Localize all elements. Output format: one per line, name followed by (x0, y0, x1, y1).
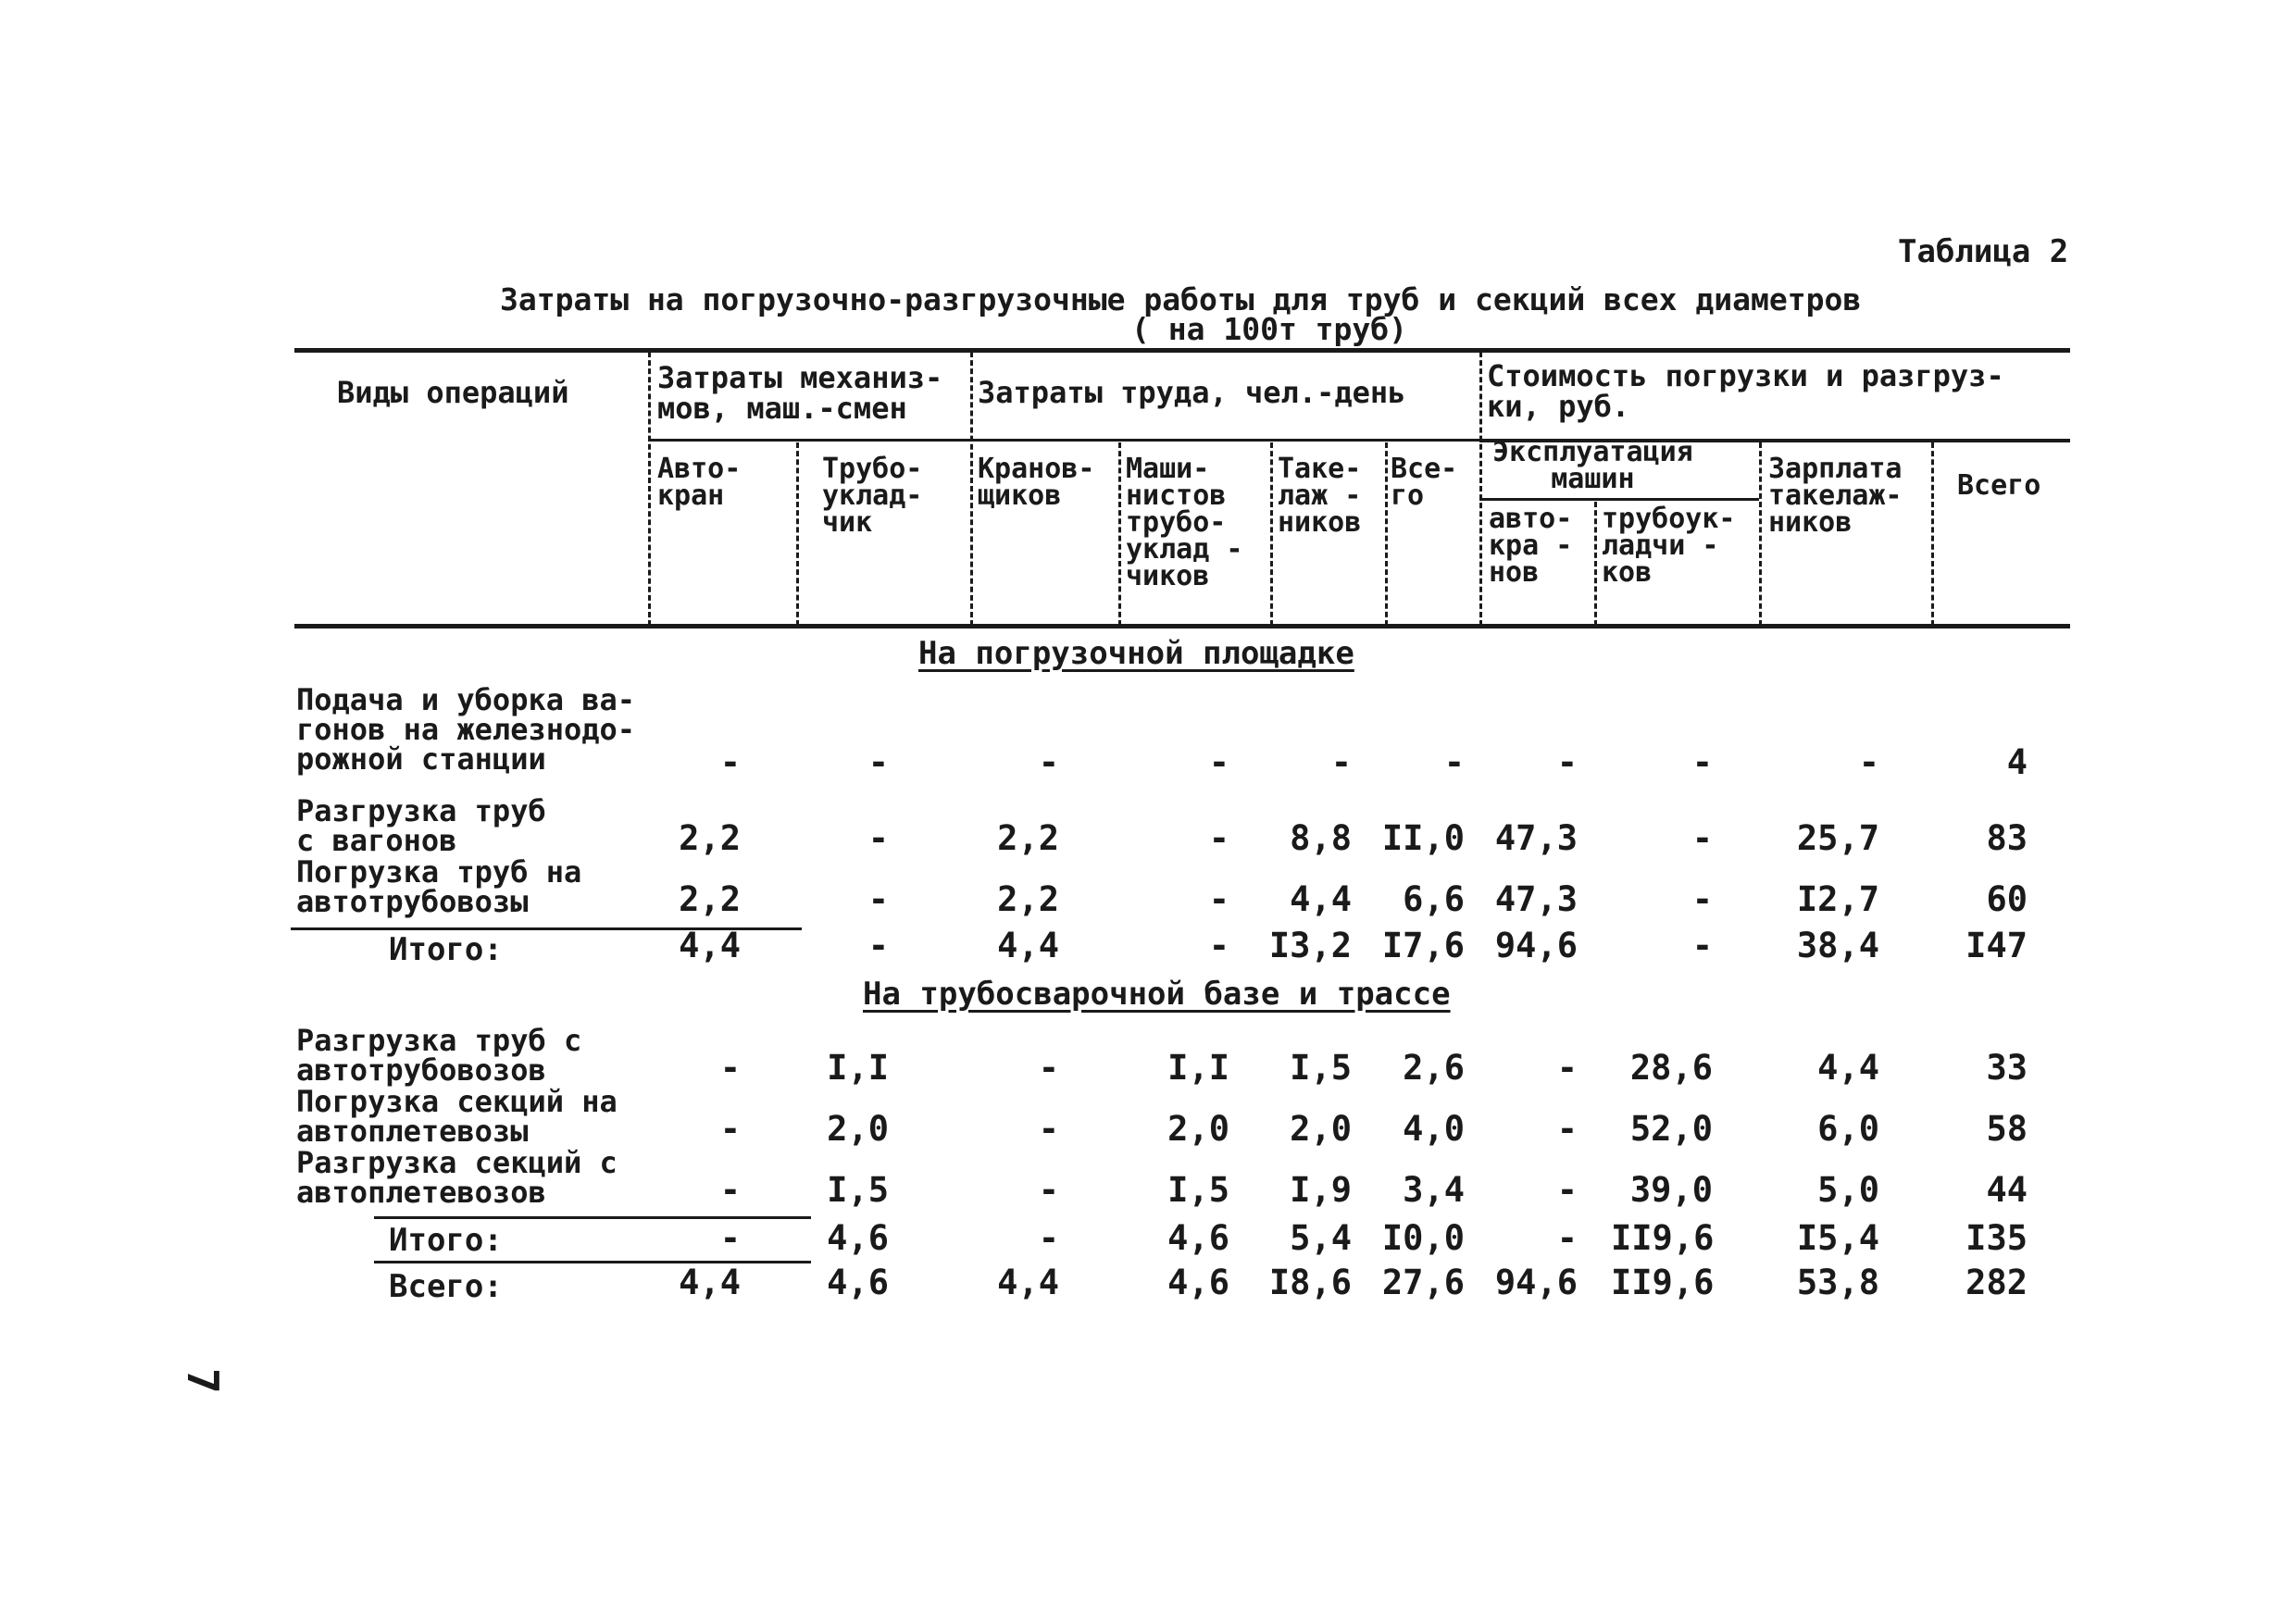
cell-riggers: 4,4 (1290, 879, 1352, 919)
cell-cost-total: 58 (1986, 1109, 2028, 1149)
cell-crane-operators: 4,4 (997, 1263, 1059, 1302)
subtotal-label: Итого: (389, 1222, 503, 1259)
cell-autocrane: 2,2 (679, 818, 741, 858)
grand-total-rule (374, 1261, 811, 1263)
cell-exploitation-autocranes: - (1556, 742, 1578, 782)
cell-machinists: 2,0 (1167, 1109, 1229, 1149)
cell-exploitation-autocranes: 94,6 (1494, 926, 1578, 965)
cell-pipelayer: I,5 (827, 1170, 889, 1210)
cell-riggers: - (1330, 742, 1352, 782)
cell-exploitation-pipelayers: - (1691, 742, 1713, 782)
cell-exploitation-autocranes: 47,3 (1494, 879, 1578, 919)
cell-pipelayer: - (867, 926, 889, 965)
col-sep-2 (796, 442, 799, 626)
cell-labor-total: 2,6 (1403, 1048, 1465, 1088)
cell-labor-total: I7,6 (1381, 926, 1465, 965)
row-label: Разгрузка труб с вагонов (296, 793, 546, 858)
cell-cost-total: 83 (1986, 818, 2028, 858)
col-sep-6 (1385, 442, 1388, 626)
cell-riggers: I8,6 (1268, 1263, 1352, 1302)
col-sep-8 (1594, 502, 1597, 626)
cell-rigger-salary: - (1858, 742, 1879, 782)
cell-exploitation-autocranes: - (1556, 1170, 1578, 1210)
cell-riggers: I,5 (1290, 1048, 1352, 1088)
cell-riggers: I,9 (1290, 1170, 1352, 1210)
table-number: Таблица 2 (1898, 233, 2069, 270)
col-sep-10 (1931, 442, 1934, 626)
cell-rigger-salary: 53,8 (1796, 1263, 1879, 1302)
header-labor-total: Все- го (1391, 453, 1458, 512)
cell-autocrane: - (719, 742, 741, 782)
cell-crane-operators: - (1038, 1048, 1059, 1088)
cell-cost-total: 4 (2006, 742, 2028, 782)
row-label: Разгрузка труб с автотрубовозов (296, 1023, 582, 1088)
cell-pipelayer: 4,6 (827, 1218, 889, 1258)
row-label: Погрузка секций на автоплетевозы (296, 1084, 618, 1149)
cell-riggers: I3,2 (1268, 926, 1352, 965)
col-sep-3 (970, 352, 973, 626)
cell-labor-total: 27,6 (1381, 1263, 1465, 1302)
table-top-rule (294, 348, 2070, 353)
cell-autocrane: 2,2 (679, 879, 741, 919)
cell-pipelayer: - (867, 742, 889, 782)
cell-exploitation-autocranes: - (1556, 1109, 1578, 1149)
grand-total-label: Всего: (389, 1268, 503, 1305)
cell-rigger-salary: 4,4 (1817, 1048, 1879, 1088)
cell-exploitation-autocranes: 94,6 (1494, 1263, 1578, 1302)
header-autocranes: авто- кра - нов (1489, 503, 1573, 589)
cell-labor-total: - (1443, 742, 1465, 782)
row-label: Подача и уборка ва- гонов на железнодо- рожной станции (296, 682, 636, 777)
header-exploitation-rule (1479, 498, 1759, 501)
cell-rigger-salary: 25,7 (1796, 818, 1879, 858)
cell-rigger-salary: I2,7 (1796, 879, 1879, 919)
cell-exploitation-pipelayers: 52,0 (1629, 1109, 1713, 1149)
cell-pipelayer: - (867, 818, 889, 858)
header-machinists: Маши- нистов трубо- уклад - чиков (1126, 453, 1243, 592)
header-labor-group: Затраты труда, чел.-день (978, 375, 1406, 410)
row-label: Погрузка труб на автотрубовозы (296, 854, 582, 919)
cell-machinists: - (1208, 879, 1229, 919)
cell-pipelayer: 4,6 (827, 1263, 889, 1302)
table-title: Затраты на погрузочно-разгрузочные работы для труб и секций всех диаметров (500, 281, 1862, 317)
cell-riggers: 8,8 (1290, 818, 1352, 858)
col-sep-4 (1118, 442, 1121, 626)
section-loading-area: На погрузочной площадке (918, 635, 1354, 672)
cell-autocrane: - (719, 1218, 741, 1258)
table-subtitle: ( на 100т труб) (1131, 311, 1408, 347)
cell-exploitation-pipelayers: - (1691, 926, 1713, 965)
header-pipelayer: Трубо- уклад- чик (822, 453, 923, 539)
cell-crane-operators: 4,4 (997, 926, 1059, 965)
cell-cost-total: 33 (1986, 1048, 2028, 1088)
col-sep-7 (1479, 352, 1482, 626)
header-cost-total: Всего (1957, 469, 2041, 502)
cell-pipelayer: 2,0 (827, 1109, 889, 1149)
subtotal-rule (374, 1216, 811, 1219)
cell-labor-total: 3,4 (1403, 1170, 1465, 1210)
cell-machinists: I,5 (1167, 1170, 1229, 1210)
cell-pipelayer: I,I (827, 1048, 889, 1088)
header-group-rule-labor (970, 439, 1479, 442)
cell-autocrane: - (719, 1109, 741, 1149)
cell-machinists: I,I (1167, 1048, 1229, 1088)
header-autocrane: Авто- кран (657, 453, 742, 512)
cell-labor-total: I0,0 (1381, 1218, 1465, 1258)
header-group-rule-mech (648, 439, 970, 442)
col-sep-5 (1270, 442, 1273, 626)
header-crane-operators: Кранов- щиков (978, 453, 1095, 512)
col-sep-1 (648, 352, 651, 626)
cell-crane-operators: - (1038, 1218, 1059, 1258)
cell-autocrane: 4,4 (679, 926, 741, 965)
cell-exploitation-autocranes: 47,3 (1494, 818, 1578, 858)
header-rigger-salary: Зарплата такелаж- ников (1768, 453, 1903, 539)
cell-labor-total: 6,6 (1403, 879, 1465, 919)
cell-cost-total: I47 (1965, 926, 2028, 965)
row-label: Разгрузка секций с автоплетевозов (296, 1145, 618, 1210)
cell-crane-operators: - (1038, 742, 1059, 782)
cell-cost-total: I35 (1965, 1218, 2028, 1258)
cell-crane-operators: - (1038, 1170, 1059, 1210)
header-operations: Виды операций (337, 375, 569, 410)
cell-crane-operators: - (1038, 1109, 1059, 1149)
cell-machinists: - (1208, 742, 1229, 782)
cell-rigger-salary: I5,4 (1796, 1218, 1879, 1258)
cell-exploitation-pipelayers: - (1691, 879, 1713, 919)
cell-exploitation-pipelayers: 28,6 (1629, 1048, 1713, 1088)
cell-machinists: 4,6 (1167, 1218, 1229, 1258)
cell-exploitation-autocranes: - (1556, 1048, 1578, 1088)
section-welding-base: На трубосварочной базе и трассе (863, 976, 1451, 1013)
cell-exploitation-pipelayers: II9,6 (1611, 1263, 1715, 1302)
header-bottom-rule (294, 624, 2070, 629)
cell-labor-total: 4,0 (1403, 1109, 1465, 1149)
cell-riggers: 2,0 (1290, 1109, 1352, 1149)
cell-labor-total: II,0 (1381, 818, 1465, 858)
col-sep-9 (1759, 442, 1762, 626)
cell-machinists: 4,6 (1167, 1263, 1229, 1302)
cell-rigger-salary: 38,4 (1796, 926, 1879, 965)
cell-cost-total: 44 (1986, 1170, 2028, 1210)
header-riggers: Таке- лаж - ников (1278, 453, 1362, 539)
cell-machinists: - (1208, 926, 1229, 965)
cell-autocrane: - (719, 1170, 741, 1210)
cell-autocrane: - (719, 1048, 741, 1088)
page-number: 7 (178, 1368, 228, 1394)
cell-riggers: 5,4 (1290, 1218, 1352, 1258)
cell-crane-operators: 2,2 (997, 879, 1059, 919)
header-mechanisms-group: Затраты механиз- мов, маш.-смен (657, 360, 943, 426)
subtotal-label: Итого: (389, 931, 503, 968)
cell-rigger-salary: 6,0 (1817, 1109, 1879, 1149)
cell-autocrane: 4,4 (679, 1263, 741, 1302)
cell-pipelayer: - (867, 879, 889, 919)
cell-exploitation-pipelayers: 39,0 (1629, 1170, 1713, 1210)
header-pipelayers: трубоук- ладчи - ков (1602, 503, 1736, 589)
cell-exploitation-pipelayers: - (1691, 818, 1713, 858)
header-exploitation: Эксплуатация машин (1492, 436, 1693, 495)
cell-cost-total: 60 (1986, 879, 2028, 919)
header-cost-group: Стоимость погрузки и разгруз- ки, руб. (1487, 358, 2004, 424)
cell-exploitation-pipelayers: II9,6 (1611, 1218, 1715, 1258)
cell-cost-total: 282 (1965, 1263, 2028, 1302)
cell-exploitation-autocranes: - (1556, 1218, 1578, 1258)
cell-rigger-salary: 5,0 (1817, 1170, 1879, 1210)
cell-machinists: - (1208, 818, 1229, 858)
cell-crane-operators: 2,2 (997, 818, 1059, 858)
